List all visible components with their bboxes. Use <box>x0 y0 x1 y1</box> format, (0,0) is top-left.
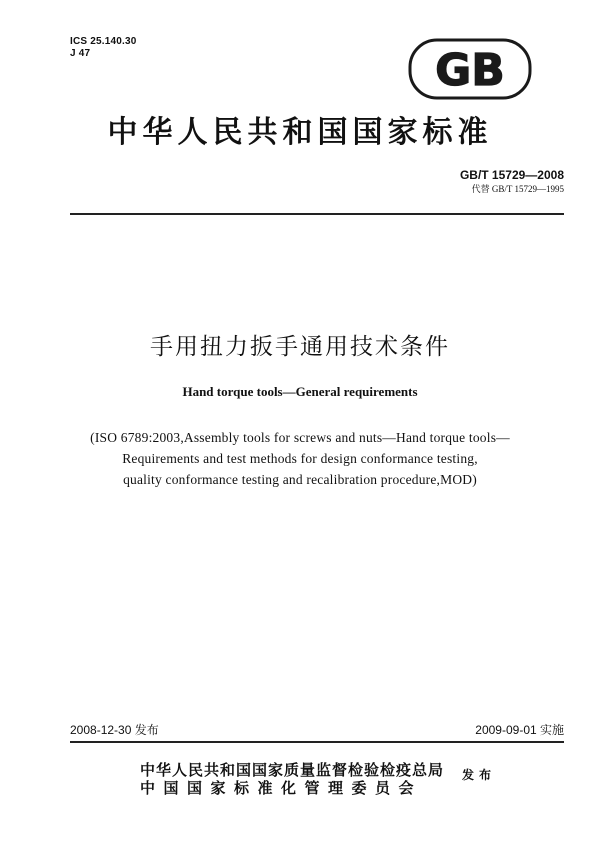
iso-note-line: quality conformance testing and recalibration procedure,MOD) <box>123 472 477 487</box>
standard-title-english: Hand torque tools—General requirements <box>182 384 418 399</box>
issue-date: 2008-12-30 发布 <box>70 723 159 737</box>
ics-code: ICS 25.140.30 <box>70 36 137 47</box>
iso-note-line: Requirements and test methods for design conformance testing, <box>122 451 478 466</box>
publish-label: 发布 <box>462 768 497 782</box>
iso-note-line: (ISO 6789:2003,Assembly tools for screws and nuts—Hand torque tools— <box>90 430 510 445</box>
header-divider <box>70 213 564 215</box>
issuer-aqsiq: 中华人民共和国国家质量监督检验检疫总局 <box>140 761 445 779</box>
iso-reference-note <box>40 427 560 490</box>
implementation-date: 2009-09-01 实施 <box>475 723 564 737</box>
gb-logo-text: GB <box>435 45 505 96</box>
replaces-standard: 代替 GB/T 15729—1995 <box>471 184 564 194</box>
issuer-sac: 中国国家标准化管理委员会 <box>140 779 423 797</box>
ccs-code: J 47 <box>70 48 91 59</box>
standard-number: GB/T 15729—2008 <box>459 168 564 182</box>
footer-divider <box>70 741 564 743</box>
gb-logo <box>408 38 532 100</box>
standard-title-chinese: 手用扭力扳手通用技术条件 <box>150 334 450 360</box>
standard-category-title: 中华人民共和国国家标准 <box>107 115 493 150</box>
